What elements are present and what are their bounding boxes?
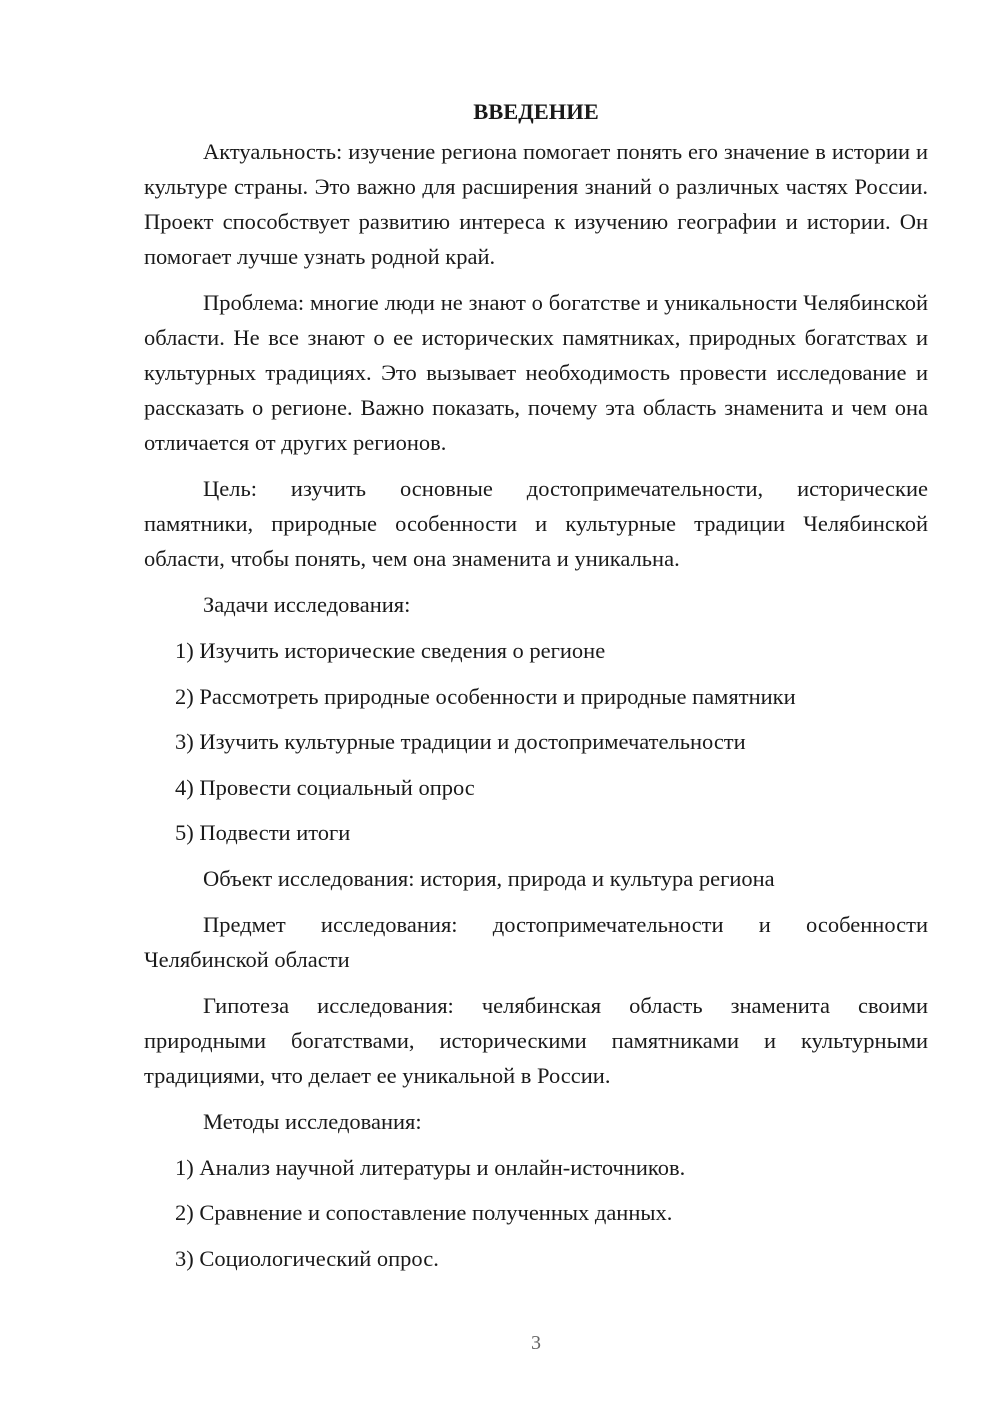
subject-paragraph: Предмет исследования: достопримечательности и особенности Челябинской области — [144, 911, 928, 972]
task-item: 3) Изучить культурные традиции и достопримечательности — [175, 729, 746, 754]
tasks-heading: Задачи исследования: — [203, 592, 411, 617]
hypothesis-paragraph: Гипотеза исследования: челябинская область знаменита своими природными богатствами, историческими памятниками и культурными традициями, что делает ее уникальной в России. — [144, 992, 928, 1088]
relevance-paragraph: Актуальность: изучение региона помогает понять его значение в истории и культуре страны. Это важно для расширения знаний о различных частях России. Проект способствует развитию интереса к изучению географии и истории. Он помогает лучше узнать родной край. — [144, 139, 928, 269]
goal-paragraph: Цель: изучить основные достопримечательности, исторические памятники, природные особенности и культурные традиции Челябинской области, чтобы понять, чем она знаменита и уникальна. — [144, 476, 928, 571]
task-item: 1) Изучить исторические сведения о регионе — [175, 638, 606, 663]
method-item: 2) Сравнение и сопоставление полученных данных. — [175, 1200, 673, 1225]
method-item: 3) Социологический опрос. — [175, 1245, 439, 1271]
methods-heading: Методы исследования: — [203, 1108, 422, 1134]
problem-paragraph: Проблема: многие люди не знают о богатстве и уникальности Челябинской области. Не все знают о ее исторических памятниках, природных богатствах и культурных традициях. Это вызывает необходимость провести исследование и рассказать о регионе. Важно показать, почему эта область знаменита и чем она отличается от других регионов. — [144, 290, 928, 455]
page-number: 3 — [531, 1332, 541, 1354]
task-item: 2) Рассмотреть природные особенности и природные памятники — [175, 683, 796, 709]
document-page — [144, 94, 928, 1286]
method-item: 1) Анализ научной литературы и онлайн-источников. — [175, 1154, 686, 1180]
task-item: 5) Подвести итоги — [175, 820, 351, 845]
task-item: 4) Провести социальный опрос — [175, 774, 475, 800]
page-title: ВВЕДЕНИЕ — [473, 99, 599, 124]
object-paragraph: Объект исследования: история, природа и культура региона — [203, 865, 775, 891]
